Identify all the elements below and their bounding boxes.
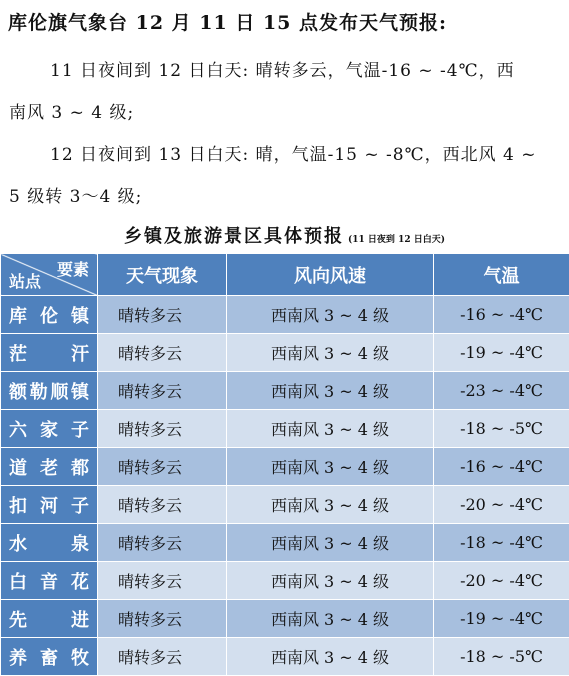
table-row [1, 524, 569, 562]
weather-cell: 晴转多云 [98, 524, 227, 562]
weather-cell: 晴转多云 [98, 600, 227, 638]
station-cell: 茫汗 [1, 334, 98, 372]
temp-cell: -19 ~ -4℃ [434, 334, 569, 372]
station-cell: 库伦镇 [1, 296, 98, 334]
forecast-paragraph-1 [0, 50, 569, 134]
weather-cell: 晴转多云 [98, 562, 227, 600]
corner-header-cell [1, 254, 98, 296]
station-cell: 扣河子 [1, 486, 98, 524]
wind-cell: 西南风 3 ~ 4 级 [227, 334, 434, 372]
weather-cell: 晴转多云 [98, 448, 227, 486]
table-row [1, 638, 569, 676]
forecast-2-line-1: 12 日夜间到 13 日白天: 晴，气温-15 ~ -8℃，西北风 4 ~ [0, 134, 569, 176]
wind-cell: 西南风 3 ~ 4 级 [227, 524, 434, 562]
wind-cell: 西南风 3 ~ 4 级 [227, 372, 434, 410]
station-cell: 水泉 [1, 524, 98, 562]
table-row [1, 448, 569, 486]
table-subtitle [0, 222, 569, 248]
temp-cell: -16 ~ -4℃ [434, 448, 569, 486]
weather-cell: 晴转多云 [98, 334, 227, 372]
station-cell: 六家子 [1, 410, 98, 448]
table-row [1, 562, 569, 600]
table-row [1, 486, 569, 524]
temp-cell: -20 ~ -4℃ [434, 562, 569, 600]
table-subtitle-note: (11 日夜到 12 日白天) [348, 235, 445, 245]
weather-cell: 晴转多云 [98, 410, 227, 448]
station-cell: 先进 [1, 600, 98, 638]
header-weather: 天气现象 [98, 254, 227, 296]
wind-cell: 西南风 3 ~ 4 级 [227, 486, 434, 524]
weather-cell: 晴转多云 [98, 296, 227, 334]
wind-cell: 西南风 3 ~ 4 级 [227, 638, 434, 676]
header-temp: 气温 [434, 254, 569, 296]
temp-cell: -20 ~ -4℃ [434, 486, 569, 524]
station-cell: 白音花 [1, 562, 98, 600]
temp-cell: -18 ~ -5℃ [434, 638, 569, 676]
forecast-title: 库伦旗气象台 12 月 11 日 15 点发布天气预报: [8, 8, 447, 35]
forecast-paragraph-2 [0, 134, 569, 218]
station-cell: 道老都 [1, 448, 98, 486]
table-row [1, 410, 569, 448]
table-row [1, 600, 569, 638]
forecast-table [0, 253, 569, 676]
temp-cell: -16 ~ -4℃ [434, 296, 569, 334]
weather-cell: 晴转多云 [98, 638, 227, 676]
table-row [1, 334, 569, 372]
wind-cell: 西南风 3 ~ 4 级 [227, 448, 434, 486]
weather-cell: 晴转多云 [98, 486, 227, 524]
wind-cell: 西南风 3 ~ 4 级 [227, 410, 434, 448]
corner-header-element: 要素 [57, 257, 89, 280]
weather-cell: 晴转多云 [98, 372, 227, 410]
temp-cell: -18 ~ -5℃ [434, 410, 569, 448]
table-row [1, 296, 569, 334]
temp-cell: -18 ~ -4℃ [434, 524, 569, 562]
wind-cell: 西南风 3 ~ 4 级 [227, 562, 434, 600]
temp-cell: -23 ~ -4℃ [434, 372, 569, 410]
table-subtitle-main: 乡镇及旅游景区具体预报 [124, 226, 344, 247]
wind-cell: 西南风 3 ~ 4 级 [227, 296, 434, 334]
forecast-1-line-1: 11 日夜间到 12 日白天: 晴转多云，气温-16 ~ -4℃，西 [0, 50, 569, 92]
forecast-2-line-2: 5 级转 3～4 级; [0, 176, 569, 218]
station-cell: 养畜牧 [1, 638, 98, 676]
station-cell: 额勒顺镇 [1, 372, 98, 410]
temp-cell: -19 ~ -4℃ [434, 600, 569, 638]
table-row [1, 372, 569, 410]
table-header-row [1, 254, 569, 296]
wind-cell: 西南风 3 ~ 4 级 [227, 600, 434, 638]
corner-header-station: 站点 [9, 269, 41, 292]
header-wind: 风向风速 [227, 254, 434, 296]
forecast-1-line-2: 南风 3 ~ 4 级; [0, 92, 569, 134]
